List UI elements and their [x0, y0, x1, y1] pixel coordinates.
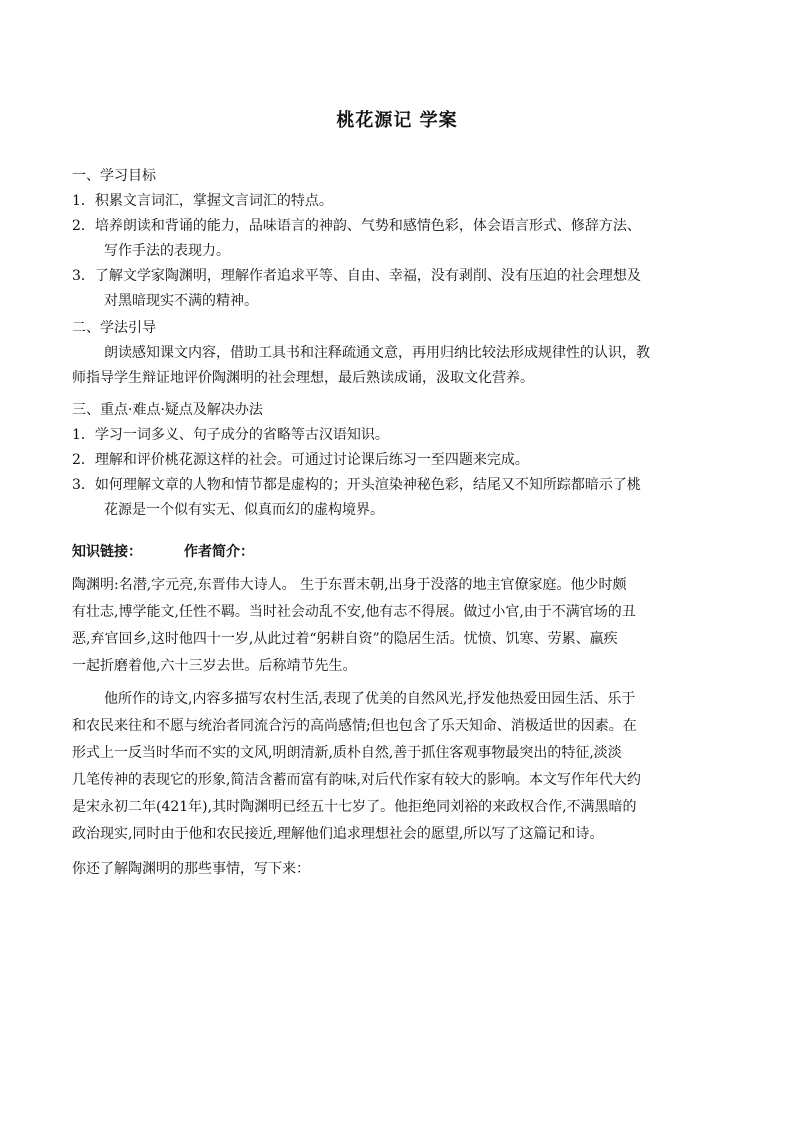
section-heading: 二、学法引导	[72, 320, 156, 336]
list-item: 2．培养朗读和背诵的能力，品味语言的神韵、气势和感情色彩，体会语言形式、修辞方法、	[72, 218, 641, 234]
paragraph-line: 政治现实,同时由于他和农民接近,理解他们追求理想社会的愿望,所以写了这篇记和诗。	[72, 826, 604, 842]
paragraph-line: 几笔传神的表现它的形象,简洁含蓄而富有韵味,对后代作家有较大的影响。本文写作年代大约	[72, 772, 641, 788]
paragraph-line: 和农民来往和不愿与统治者同流合污的高尚感情;但也包含了乐天知命、消极适世的因素。在	[72, 718, 637, 734]
list-item: 2．理解和评价桃花源这样的社会。可通过讨论课后练习一至四题来完成。	[72, 452, 529, 468]
author-bio-paragraph-2	[72, 686, 724, 848]
page-title: 桃花源记 学案	[336, 110, 458, 131]
list-item-continued: 写作手法的表现力。	[104, 243, 230, 259]
knowledge-link-heading	[72, 540, 724, 565]
section-heading: 三、重点·难点·疑点及解决办法	[72, 402, 263, 418]
paragraph-line: 是宋永初二年(421年),其时陶渊明已经五十七岁了。他拒绝同刘裕的来政权合作,不满黑暗的	[72, 799, 637, 815]
knowledge-label: 知识链接：	[72, 544, 142, 560]
list-item-continued: 对黑暗现实不满的精神。	[104, 293, 258, 309]
author-bio-paragraph-1	[72, 572, 724, 680]
writing-prompt	[72, 856, 724, 883]
paragraph-line: 形式上一反当时华而不实的文风,明朗清新,质朴自然,善于抓住客观事物最突出的特征,淡淡	[72, 745, 622, 761]
section-key-points	[72, 398, 724, 523]
section-heading: 一、学习目标	[72, 168, 156, 184]
list-item: 3．了解文学家陶渊明，理解作者追求平等、自由、幸福，没有剥削、没有压迫的社会理想及	[72, 268, 641, 284]
section-method-guide	[72, 316, 724, 391]
list-item: 1．积累文言词汇，掌握文言词汇的特点。	[72, 193, 333, 209]
paragraph-line: 陶渊明:名潜,字元亮,东晋伟大诗人。 生于东晋末朝,出身于没落的地主官僚家庭。他少时颇	[72, 577, 627, 593]
section-learning-goals	[72, 164, 724, 314]
paragraph-line: 朗读感知课文内容，借助工具书和注释疏通文意，再用归纳比较法形成规律性的认识，教	[104, 345, 650, 361]
paragraph-line: 师指导学生辩证地评价陶渊明的社会理想，最后熟读成诵，汲取文化营养。	[72, 370, 534, 386]
paragraph-line: 一起折磨着他,六十三岁去世。后称靖节先生。	[72, 658, 357, 674]
list-item: 3．如何理解文章的人物和情节都是虚构的；开头渲染神秘色彩，结尾又不知所踪都暗示了桃	[72, 477, 641, 493]
paragraph-line: 有壮志,博学能文,任性不羁。当时社会动乱不安,他有志不得展。做过小官,由于不满官场的丑	[72, 604, 636, 620]
prompt-text: 你还了解陶渊明的那些事情，写下来：	[72, 861, 310, 877]
paragraph-line: 恶,弃官回乡,这时他四十一岁,从此过着“躬耕自资”的隐居生活。忧愤、饥寒、劳累、羸疾	[72, 631, 618, 647]
list-item: 1．学习一词多义、句子成分的省略等古汉语知识。	[72, 427, 389, 443]
author-intro-label: 作者简介：	[184, 544, 254, 560]
list-item-continued: 花源是一个似有实无、似真而幻的虚构境界。	[104, 502, 384, 518]
paragraph-line: 他所作的诗文,内容多描写农村生活,表现了优美的自然风光,抒发他热爱田园生活、乐于	[104, 691, 636, 707]
